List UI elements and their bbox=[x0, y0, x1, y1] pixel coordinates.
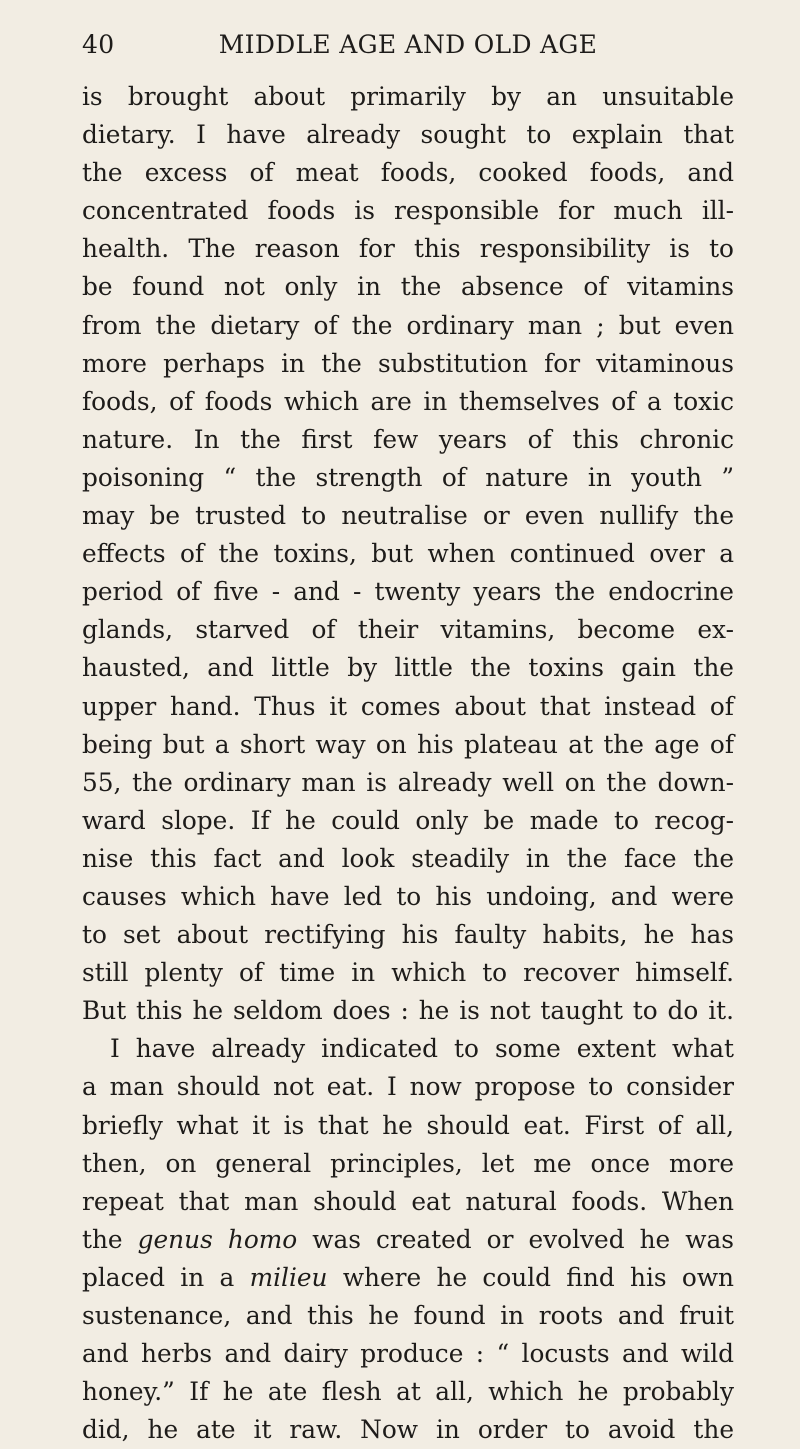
text-run: where he could find his own bbox=[327, 1262, 735, 1292]
text-line: nature. In the first few years of this chronic bbox=[82, 424, 734, 454]
text-line: foods, of foods which are in themselves of a toxic bbox=[82, 386, 734, 416]
text-line: upper hand. Thus it comes about that instead of bbox=[82, 691, 734, 721]
text-line: But this he seldom does : he is not taught to do it. bbox=[82, 996, 734, 1026]
paragraph-start-line: I have already indicated to some extent what bbox=[110, 1034, 734, 1064]
text-run: was created or evolved he was bbox=[297, 1224, 734, 1254]
text-line: is brought about primarily by an unsuitable bbox=[82, 82, 734, 111]
page-number: 40 bbox=[82, 30, 115, 59]
text-line: more perhaps in the substitution for vitaminous bbox=[82, 348, 734, 378]
text-line: hausted, and little by little the toxins gain the bbox=[82, 653, 734, 683]
text-line: a man should not eat. I now propose to consider bbox=[82, 1072, 734, 1102]
text-line: poisoning “ the strength of nature in youth ” bbox=[82, 462, 734, 492]
text-line: sustenance, and this he found in roots and fruit bbox=[82, 1301, 734, 1330]
text-line: causes which have led to his undoing, and were bbox=[82, 881, 734, 911]
text-line: briefly what it is that he should eat. First of all, bbox=[82, 1110, 734, 1140]
running-head bbox=[82, 30, 734, 60]
text-line: from the dietary of the ordinary man ; but even bbox=[82, 310, 734, 340]
body-text bbox=[82, 78, 734, 1449]
text-line: repeat that man should eat natural foods. When bbox=[82, 1186, 734, 1216]
text-line: did, he ate it raw. Now in order to avoid the bbox=[82, 1415, 734, 1445]
text-line: may be trusted to neutralise or even nullify the bbox=[82, 501, 734, 531]
text-line: nise this fact and look steadily in the face the bbox=[82, 843, 734, 873]
text-line: period of five - and - twenty years the endocrine bbox=[82, 577, 734, 607]
text-run: the bbox=[82, 1224, 138, 1254]
text-line: concentrated foods is responsible for much ill- bbox=[82, 196, 734, 226]
text-line: honey.” If he ate flesh at all, which he probably bbox=[82, 1377, 734, 1407]
text-line: the excess of meat foods, cooked foods, and bbox=[82, 158, 734, 188]
text-line: 55, the ordinary man is already well on the down- bbox=[82, 767, 734, 797]
text-line: effects of the toxins, but when continued over a bbox=[82, 539, 734, 569]
text-line: and herbs and dairy produce : “ locusts and wild bbox=[82, 1339, 734, 1369]
text-line: still plenty of time in which to recover himself. bbox=[82, 958, 734, 988]
text-line: ward slope. If he could only be made to recog- bbox=[82, 805, 734, 835]
text-line-with-italic bbox=[82, 1259, 734, 1297]
text-line: be found not only in the absence of vitamins bbox=[82, 272, 734, 302]
text-line: glands, starved of their vitamins, become ex- bbox=[82, 615, 734, 645]
text-line: health. The reason for this responsibility is to bbox=[82, 234, 734, 264]
text-line: then, on general principles, let me once more bbox=[82, 1148, 734, 1178]
text-run: placed in a bbox=[82, 1262, 250, 1292]
text-line: being but a short way on his plateau at the age of bbox=[82, 729, 734, 759]
text-line: to set about rectifying his faulty habits, he has bbox=[82, 920, 734, 950]
italic-term-milieu: milieu bbox=[249, 1262, 328, 1292]
text-line: dietary. I have already sought to explain that bbox=[82, 120, 734, 150]
running-title: MIDDLE AGE AND OLD AGE bbox=[218, 30, 598, 59]
text-line-with-italic bbox=[82, 1221, 734, 1259]
italic-term-genus-homo: genus homo bbox=[137, 1224, 298, 1254]
